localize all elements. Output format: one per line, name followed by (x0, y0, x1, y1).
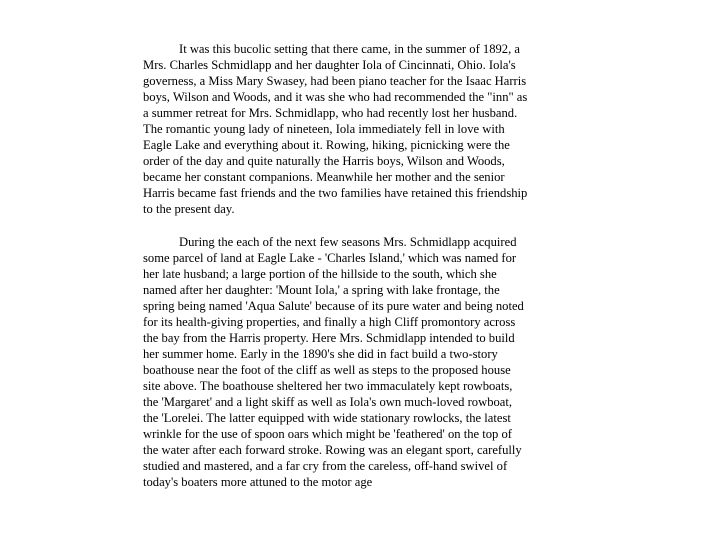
text-line: wrinkle for the use of spoon oars which might be 'feathered' on the top of (143, 427, 512, 442)
text-line: During the each of the next few seasons Mrs. Schmidlapp acquired (179, 234, 517, 249)
text-line: named after her daughter: 'Mount Iola,' a spring with lake frontage, the (143, 282, 500, 297)
text-line: the 'Margaret' and a light skiff as well as Iola's own much-loved rowboat, (143, 394, 513, 409)
text-line: the 'Lorelei. The latter equipped with wide stationary rowlocks, the latest (143, 411, 511, 426)
text-line: order of the day and quite naturally the Harris boys, Wilson and Woods, (143, 154, 505, 169)
text-line: the bay from the Harris property. Here Mrs. Schmidlapp intended to build (143, 330, 515, 345)
text-line: became her constant companions. Meanwhile her mother and the senior (143, 170, 505, 185)
document-page (143, 41, 583, 490)
text-line: today's boaters more attuned to the motor age (143, 475, 373, 490)
text-line: her summer home. Early in the 1890's she did in fact build a two-story (143, 346, 498, 361)
paragraph-1 (143, 41, 583, 218)
text-line: the water after each forward stroke. Rowing was an elegant sport, carefully (143, 443, 522, 458)
text-line: her late husband; a large portion of the hillside to the south, which she (143, 266, 497, 281)
text-line: It was this bucolic setting that there came, in the summer of 1892, a (179, 42, 520, 56)
text-line: to the present day. (143, 202, 235, 217)
text-line: boys, Wilson and Woods, and it was she who had recommended the "inn" as (143, 90, 528, 105)
paragraph-2 (143, 234, 583, 491)
text-line: Mrs. Charles Schmidlapp and her daughter Iola of Cincinnati, Ohio. Iola's (143, 58, 516, 73)
text-line: a summer retreat for Mrs. Schmidlapp, who had recently lost her husband. (143, 106, 518, 121)
text-line: site above. The boathouse sheltered her two immaculately kept rowboats, (143, 378, 513, 393)
text-line: some parcel of land at Eagle Lake - 'Charles Island,' which was named for (143, 250, 517, 265)
text-line: governess, a Miss Mary Swasey, had been piano teacher for the Isaac Harris (143, 74, 527, 89)
text-line: The romantic young lady of nineteen, Iola immediately fell in love with (143, 122, 505, 137)
text-line: spring being named 'Aqua Salute' because of its pure water and being noted (143, 298, 524, 313)
text-line: Harris became fast friends and the two families have retained this friendship (143, 186, 528, 201)
text-line: Eagle Lake and everything about it. Rowing, hiking, picnicking were the (143, 138, 510, 153)
text-line: for its health-giving properties, and finally a high Cliff promontory across (143, 314, 516, 329)
text-line: boathouse near the foot of the cliff as well as steps to the proposed house (143, 362, 511, 377)
text-line: studied and mastered, and a far cry from the careless, off-hand swivel of (143, 459, 508, 474)
